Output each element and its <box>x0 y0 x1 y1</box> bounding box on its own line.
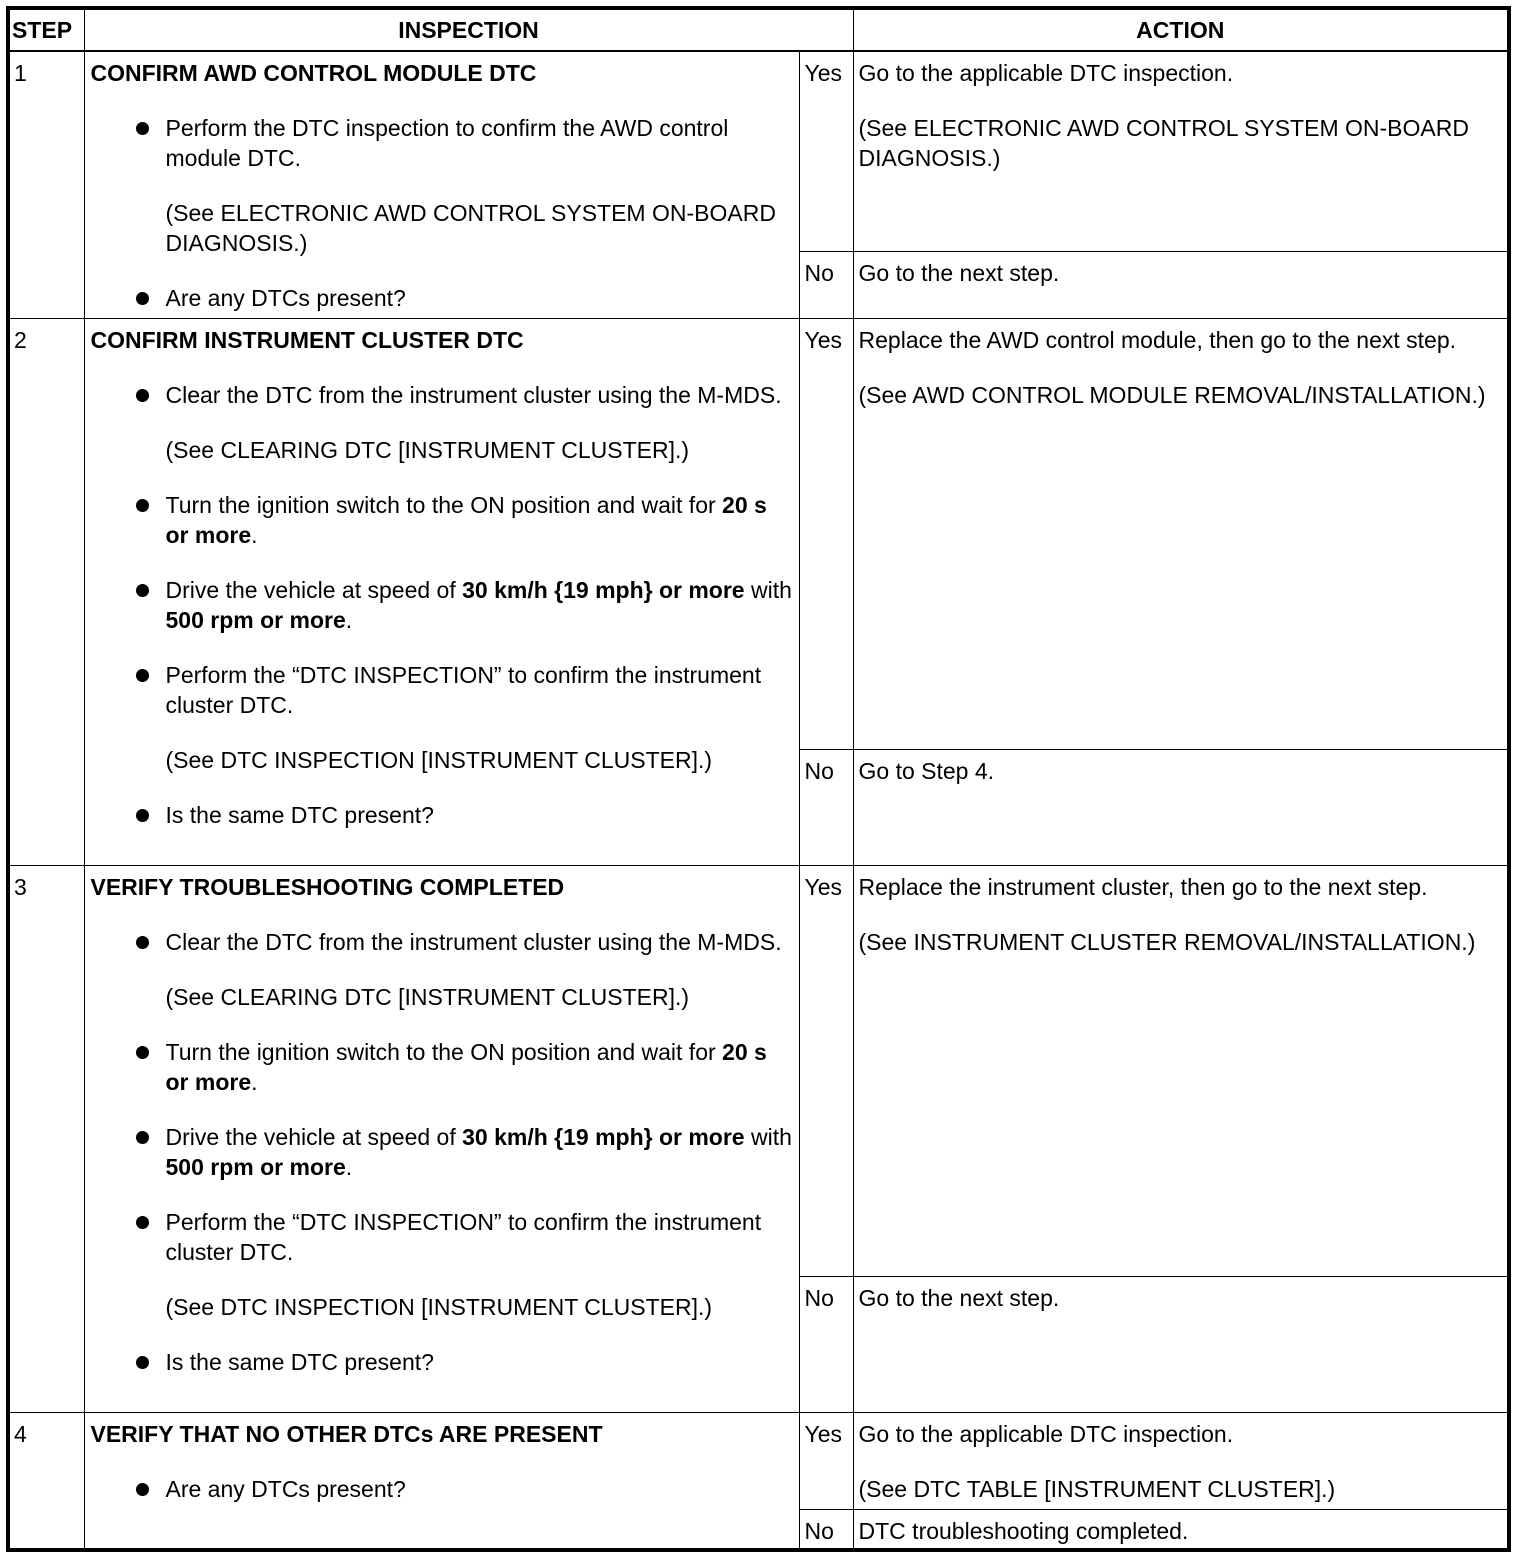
bullet-item <box>166 283 795 313</box>
yes-action <box>853 1412 1509 1509</box>
bold-value: 500 rpm or more <box>165 1153 346 1180</box>
bullet-text: Perform the “DTC INSPECTION” to confirm the instrument cluster DTC. <box>165 661 762 718</box>
bullet-item <box>166 380 795 465</box>
reference-text: (See CLEARING DTC [INSTRUMENT CLUSTER].) <box>165 983 690 1010</box>
bullet-text: Are any DTCs present? <box>165 285 406 311</box>
bold-value: 20 s or more <box>165 1038 767 1095</box>
bullet-item <box>166 660 795 775</box>
step-2-yes-row <box>8 318 1509 749</box>
bullet-text: Drive the vehicle at speed of <box>165 1123 463 1150</box>
bullet-text: with <box>744 576 792 603</box>
yes-action <box>853 51 1509 251</box>
inspection-cell <box>84 51 799 318</box>
reference-text: (See CLEARING DTC [INSTRUMENT CLUSTER].) <box>165 436 690 463</box>
bullet-text: Is the same DTC present? <box>165 1348 434 1375</box>
bullet-text: . <box>251 1068 258 1095</box>
bold-value: 20 s or more <box>165 491 767 548</box>
bullet-text: Clear the DTC from the instrument cluster using the M-MDS. <box>165 928 782 955</box>
bold-value: 500 rpm or more <box>165 606 346 633</box>
inspection-title: VERIFY TROUBLESHOOTING COMPLETED <box>90 873 565 900</box>
action-header: ACTION <box>853 8 1509 51</box>
bullet-item <box>166 1474 795 1504</box>
no-label: No <box>799 251 853 318</box>
no-action: Go to the next step. <box>853 1276 1509 1412</box>
reference-text: (See AWD CONTROL MODULE REMOVAL/INSTALLATION.) <box>858 381 1486 408</box>
bullet-item <box>166 490 795 550</box>
bold-value: 30 km/h {19 mph} or more <box>462 1123 745 1150</box>
inspection-cell <box>84 1412 799 1550</box>
troubleshooting-table <box>6 6 1511 1552</box>
header-row <box>8 8 1509 51</box>
reference-text: (See DTC TABLE [INSTRUMENT CLUSTER].) <box>858 1475 1336 1502</box>
step-number: 4 <box>8 1412 84 1550</box>
bullet-text: Turn the ignition switch to the ON position and wait for <box>165 491 723 518</box>
inspection-list <box>91 113 795 313</box>
step-header: STEP <box>8 8 84 51</box>
step-3-yes-row <box>8 865 1509 1276</box>
action-text: Go to the applicable DTC inspection. <box>858 60 1234 86</box>
yes-action <box>853 865 1509 1276</box>
reference-text: (See INSTRUMENT CLUSTER REMOVAL/INSTALLATION.) <box>858 928 1476 955</box>
bullet-item <box>166 113 795 258</box>
bullet-text: Perform the DTC inspection to confirm the AWD control module DTC. <box>165 115 729 171</box>
inspection-list <box>91 380 795 830</box>
inspection-title: CONFIRM INSTRUMENT CLUSTER DTC <box>90 326 524 353</box>
reference-text: (See DTC INSPECTION [INSTRUMENT CLUSTER].) <box>165 746 713 773</box>
reference-text: (See DTC INSPECTION [INSTRUMENT CLUSTER].) <box>165 1293 713 1320</box>
step-number: 2 <box>8 318 84 865</box>
no-action: Go to Step 4. <box>853 749 1509 865</box>
bullet-item <box>166 800 795 830</box>
bullet-text: Is the same DTC present? <box>165 801 434 828</box>
yes-label: Yes <box>799 865 853 1276</box>
action-text: Replace the AWD control module, then go to the next step. <box>858 326 1457 353</box>
bullet-item <box>166 1347 795 1377</box>
step-4-yes-row <box>8 1412 1509 1509</box>
bullet-item <box>166 927 795 1012</box>
no-action: DTC troubleshooting completed. <box>853 1509 1509 1550</box>
reference-text: (See ELECTRONIC AWD CONTROL SYSTEM ON-BOARD DIAGNOSIS.) <box>858 115 1469 171</box>
step-number: 1 <box>8 51 84 318</box>
bullet-item <box>166 1037 795 1097</box>
action-text: Replace the instrument cluster, then go to the next step. <box>858 873 1428 900</box>
bullet-text: . <box>345 1153 353 1180</box>
inspection-list <box>91 1474 795 1504</box>
inspection-header: INSPECTION <box>84 8 853 51</box>
bullet-text: . <box>251 521 258 548</box>
step-1-yes-row <box>8 51 1509 251</box>
bullet-item <box>166 575 795 635</box>
bullet-text: Clear the DTC from the instrument cluster using the M-MDS. <box>165 381 782 408</box>
yes-label: Yes <box>799 1412 853 1509</box>
action-text: Go to the applicable DTC inspection. <box>858 1420 1234 1447</box>
inspection-title: CONFIRM AWD CONTROL MODULE DTC <box>90 60 537 86</box>
bold-value: 30 km/h {19 mph} or more <box>462 576 745 603</box>
bullet-text: Drive the vehicle at speed of <box>165 576 463 603</box>
inspection-list <box>91 927 795 1377</box>
no-label: No <box>799 1276 853 1412</box>
bullet-item <box>166 1207 795 1322</box>
bullet-text: Turn the ignition switch to the ON position and wait for <box>165 1038 723 1065</box>
yes-label: Yes <box>799 318 853 749</box>
yes-label: Yes <box>799 51 853 251</box>
no-label: No <box>799 749 853 865</box>
reference-text: (See ELECTRONIC AWD CONTROL SYSTEM ON-BOARD DIAGNOSIS.) <box>165 200 776 256</box>
inspection-cell <box>84 318 799 865</box>
bullet-text: with <box>744 1123 792 1150</box>
no-action: Go to the next step. <box>853 251 1509 318</box>
bullet-item <box>166 1122 795 1182</box>
yes-action <box>853 318 1509 749</box>
step-number: 3 <box>8 865 84 1412</box>
inspection-cell <box>84 865 799 1412</box>
bullet-text: Perform the “DTC INSPECTION” to confirm the instrument cluster DTC. <box>165 1208 762 1265</box>
bullet-text: . <box>345 606 353 633</box>
no-label: No <box>799 1509 853 1550</box>
bullet-text: Are any DTCs present? <box>165 1475 406 1502</box>
inspection-title: VERIFY THAT NO OTHER DTCs ARE PRESENT <box>90 1420 603 1447</box>
